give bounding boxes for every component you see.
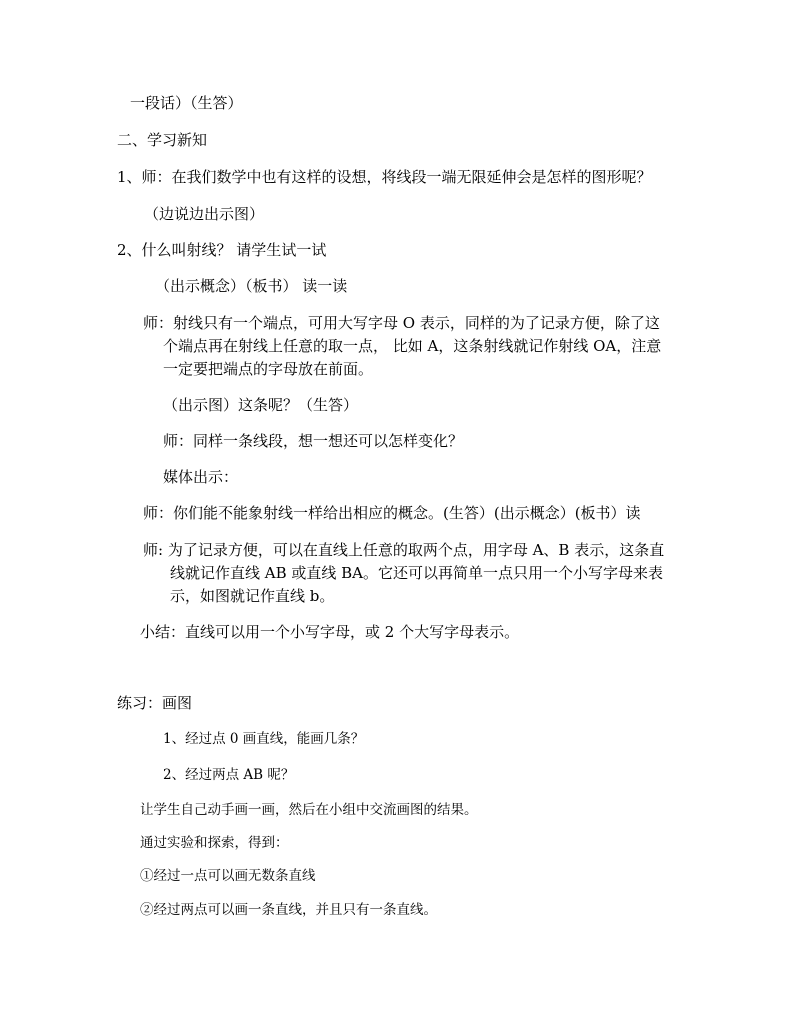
- text-line: 一段话）（生答）: [130, 94, 243, 112]
- section-heading: 二、学习新知: [117, 131, 208, 149]
- exercise-item: 2、经过两点 AB 呢？: [163, 767, 295, 783]
- text-line: （出示概念）（板书） 读一读: [155, 277, 348, 295]
- text-line: 2、什么叫射线？ 请学生试一试: [117, 241, 327, 259]
- text-line: 一定要把端点的字母放在前面。: [163, 360, 374, 378]
- text-line: 师：同样一条线段，想一想还可以怎样变化？: [163, 432, 464, 450]
- text-line: 师: 为了记录方便，可以在直线上任意的取两个点，用字母 A、B 表示，这条直: [143, 541, 665, 559]
- text-line: 1、师：在我们数学中也有这样的设想，将线段一端无限延伸会是怎样的图形呢？: [117, 168, 652, 186]
- text-line: 示，如图就记作直线 b。: [170, 587, 335, 605]
- exercise-item: 1、经过点 0 画直线，能画几条？: [163, 731, 365, 747]
- text-line: 师：射线只有一个端点，可用大写字母 O 表示，同样的为了记录方便，除了这: [143, 314, 660, 332]
- text-line: （边说边出示图）: [144, 205, 265, 223]
- summary-line: 小结：直线可以用一个小写字母，或 2 个大写字母表示。: [140, 623, 520, 641]
- text-line: 师：你们能不能象射线一样给出相应的概念。(生答）(出示概念）(板书）读: [143, 504, 641, 522]
- text-line: 线就记作直线 AB 或直线 BA。它还可以再简单一点只用一个小写字母来表: [170, 564, 664, 582]
- text-line: 个端点再在射线上任意的取一点， 比如 A，这条射线就记作射线 OA，注意: [163, 337, 662, 355]
- text-line: 媒体出示：: [163, 468, 239, 486]
- text-line: 让学生自己动手画一画，然后在小组中交流画图的结果。: [140, 802, 478, 818]
- text-line: 通过实验和探索，得到：: [140, 835, 289, 851]
- text-line: （出示图）这条呢？（生答）: [163, 396, 359, 414]
- conclusion-item: ①经过一点可以画无数条直线: [140, 868, 316, 884]
- conclusion-item: ②经过两点可以画一条直线，并且只有一条直线。: [140, 902, 437, 918]
- section-heading: 练习：画图: [117, 694, 193, 712]
